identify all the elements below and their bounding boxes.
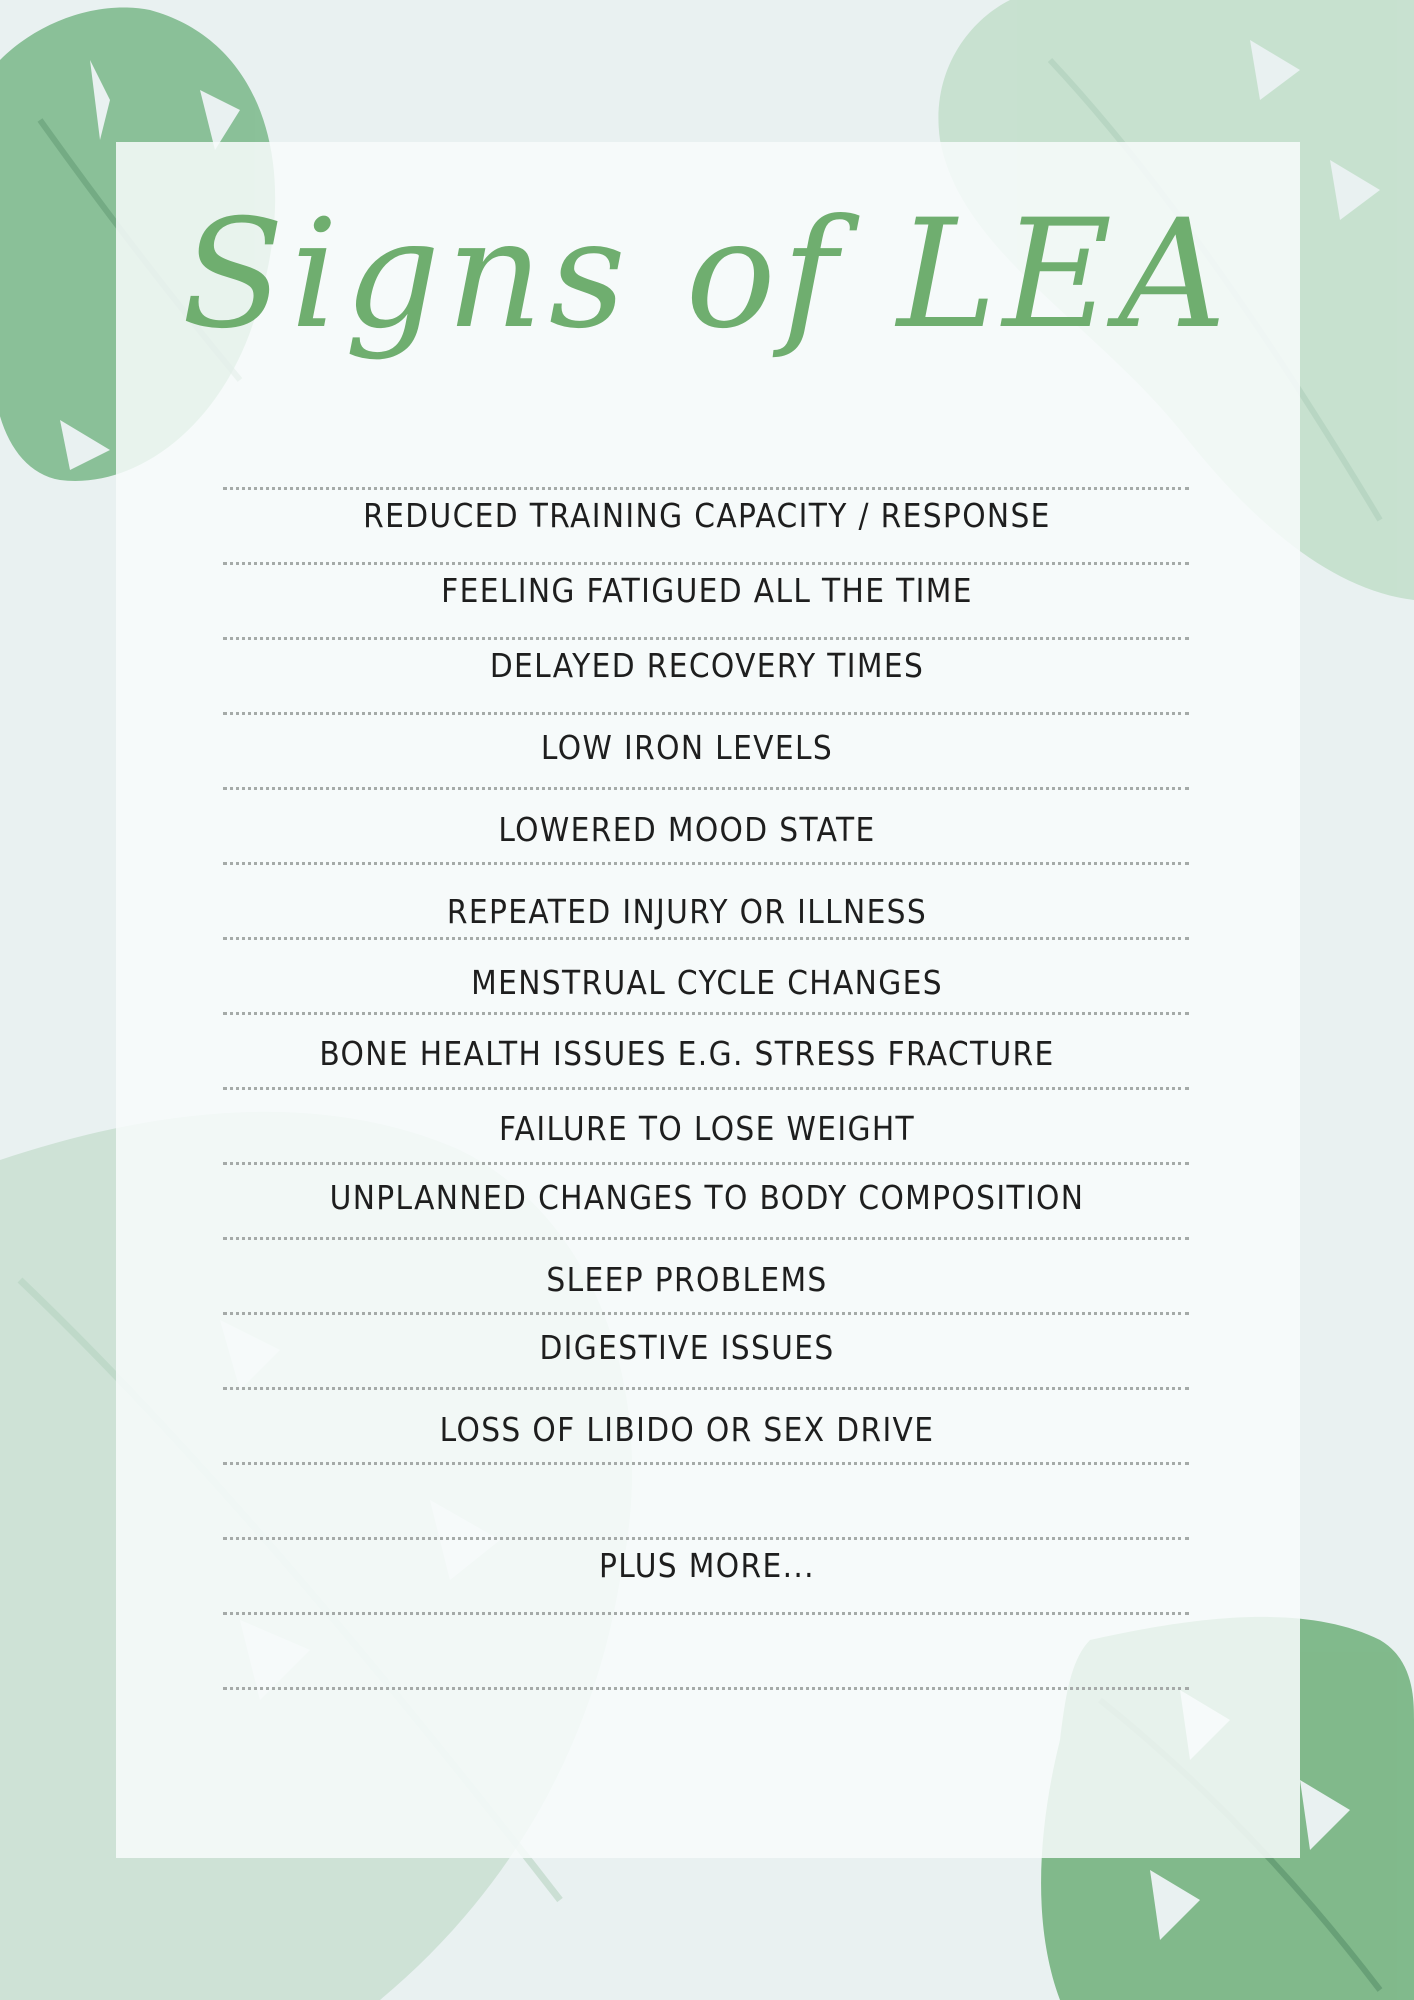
list-item: PLUS MORE... bbox=[599, 1546, 815, 1585]
list-item: MENSTRUAL CYCLE CHANGES bbox=[471, 963, 943, 1002]
list-item: REPEATED INJURY OR ILLNESS bbox=[446, 892, 928, 931]
list-item: SLEEP PROBLEMS bbox=[546, 1260, 828, 1299]
list-item: LOWERED MOOD STATE bbox=[498, 810, 876, 849]
list-item: DIGESTIVE ISSUES bbox=[539, 1328, 835, 1367]
list-item: FAILURE TO LOSE WEIGHT bbox=[498, 1109, 916, 1148]
page-title: Signs of LEA bbox=[181, 188, 1233, 362]
list-item: FEELING FATIGUED ALL THE TIME bbox=[441, 571, 973, 610]
list-item: REDUCED TRAINING CAPACITY / RESPONSE bbox=[363, 496, 1051, 535]
list-item: BONE HEALTH ISSUES E.G. STRESS FRACTURE bbox=[319, 1034, 1055, 1073]
content-card bbox=[116, 142, 1300, 1858]
list-item: LOSS OF LIBIDO OR SEX DRIVE bbox=[439, 1410, 935, 1449]
list-item: UNPLANNED CHANGES TO BODY COMPOSITION bbox=[329, 1178, 1085, 1217]
list-item: DELAYED RECOVERY TIMES bbox=[489, 646, 925, 685]
list-item: LOW IRON LEVELS bbox=[540, 728, 834, 767]
